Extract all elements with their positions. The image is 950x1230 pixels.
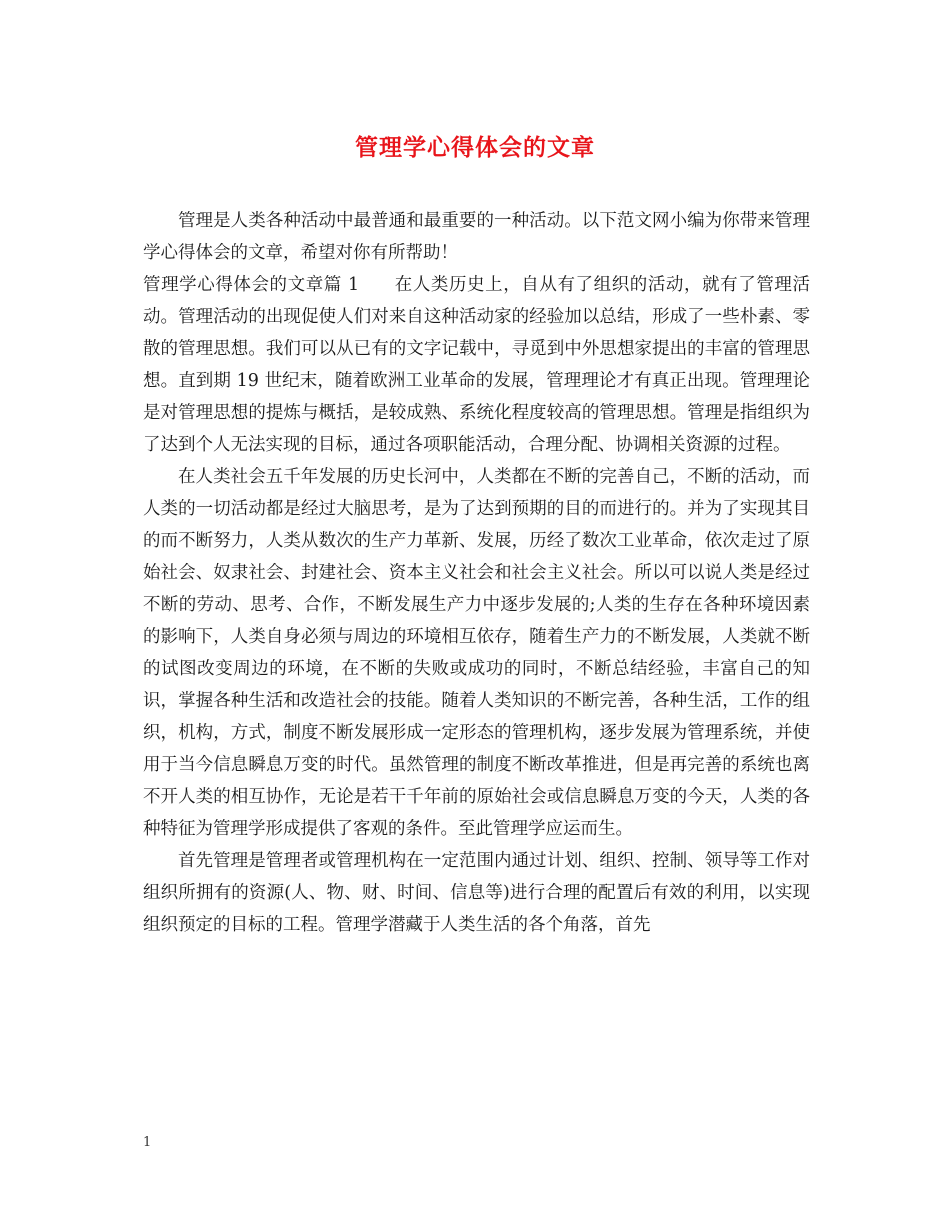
paragraph-3: 首先管理是管理者或管理机构在一定范围内通过计划、组织、控制、领导等工作对组织所拥有的资源(人、物、财、时间、信息等)进行合理的配置后有效的利用，以实现组织预定的目标的工程。管理学潜藏于人类生活的各个角落，首先 <box>143 851 810 935</box>
intro-paragraph: 管理是人类各种活动中最普通和最重要的一种活动。以下范文网小编为你带来管理学心得体会的文章，希望对你有所帮助！ <box>143 211 810 263</box>
paragraph-2: 在人类社会五千年发展的历史长河中，人类都在不断的完善自己，不断的活动，而人类的一切活动都是经过大脑思考，是为了达到预期的目的而进行的。并为了实现其目的而不断努力，人类从数次的生产力革新、发展，历经了数次工业革命，依次走过了原始社会、奴隶社会、封建社会、资本主义社会和社会主义社会。所以可以说人类是经过不断的劳动、思考、合作，不断发展生产力中逐步发展的;人类的生存在各种环境因素的影响下，人类自身必须与周边的环境相互依存，随着生产力的不断发展，人类就不断的试图改变周边的环境，在不断的失败或成功的同时，不断总结经验，丰富自己的知识，掌握各种生活和改造社会的技能。随着人类知识的不断完善，各种生活，工作的组织，机构，方式，制度不断发展形成一定形态的管理机构，逐步发展为管理系统，并使用于当今信息瞬息万变的时代。虽然管理的制度不断改革推进，但是再完善的系统也离不开人类的相互协作，无论是若干千年前的原始社会或信息瞬息万变的今天，人类的各种特征为管理学形成提供了客观的条件。至此管理学应运而生。 <box>143 467 810 839</box>
section-heading-spacer <box>359 275 394 295</box>
document-title: 管理学心得体会的文章 <box>355 134 595 161</box>
page-number: 1 <box>143 1135 152 1150</box>
paragraph-1-text: 在人类历史上，自从有了组织的活动，就有了管理活动。管理活动的出现促使人们对来自这种活动家的经验加以总结，形成了一些朴素、零散的管理思想。我们可以从已有的文字记载中，寻觅到中外思想家提出的丰富的管理思想。直到期 19 世纪末，随着欧洲工业革命的发展，管理理论才有真正出现。管理理论是对管理思想的提炼与概括，是较成熟、系统化程度较高的管理思想。管理是指组织为了达到个人无法实现的目标，通过各项职能活动，合理分配、协调相关资源的过程。 <box>143 275 810 455</box>
document-body <box>143 205 810 941</box>
section-paragraph-1 <box>143 269 810 461</box>
section-heading: 管理学心得体会的文章篇 1 <box>143 275 360 295</box>
